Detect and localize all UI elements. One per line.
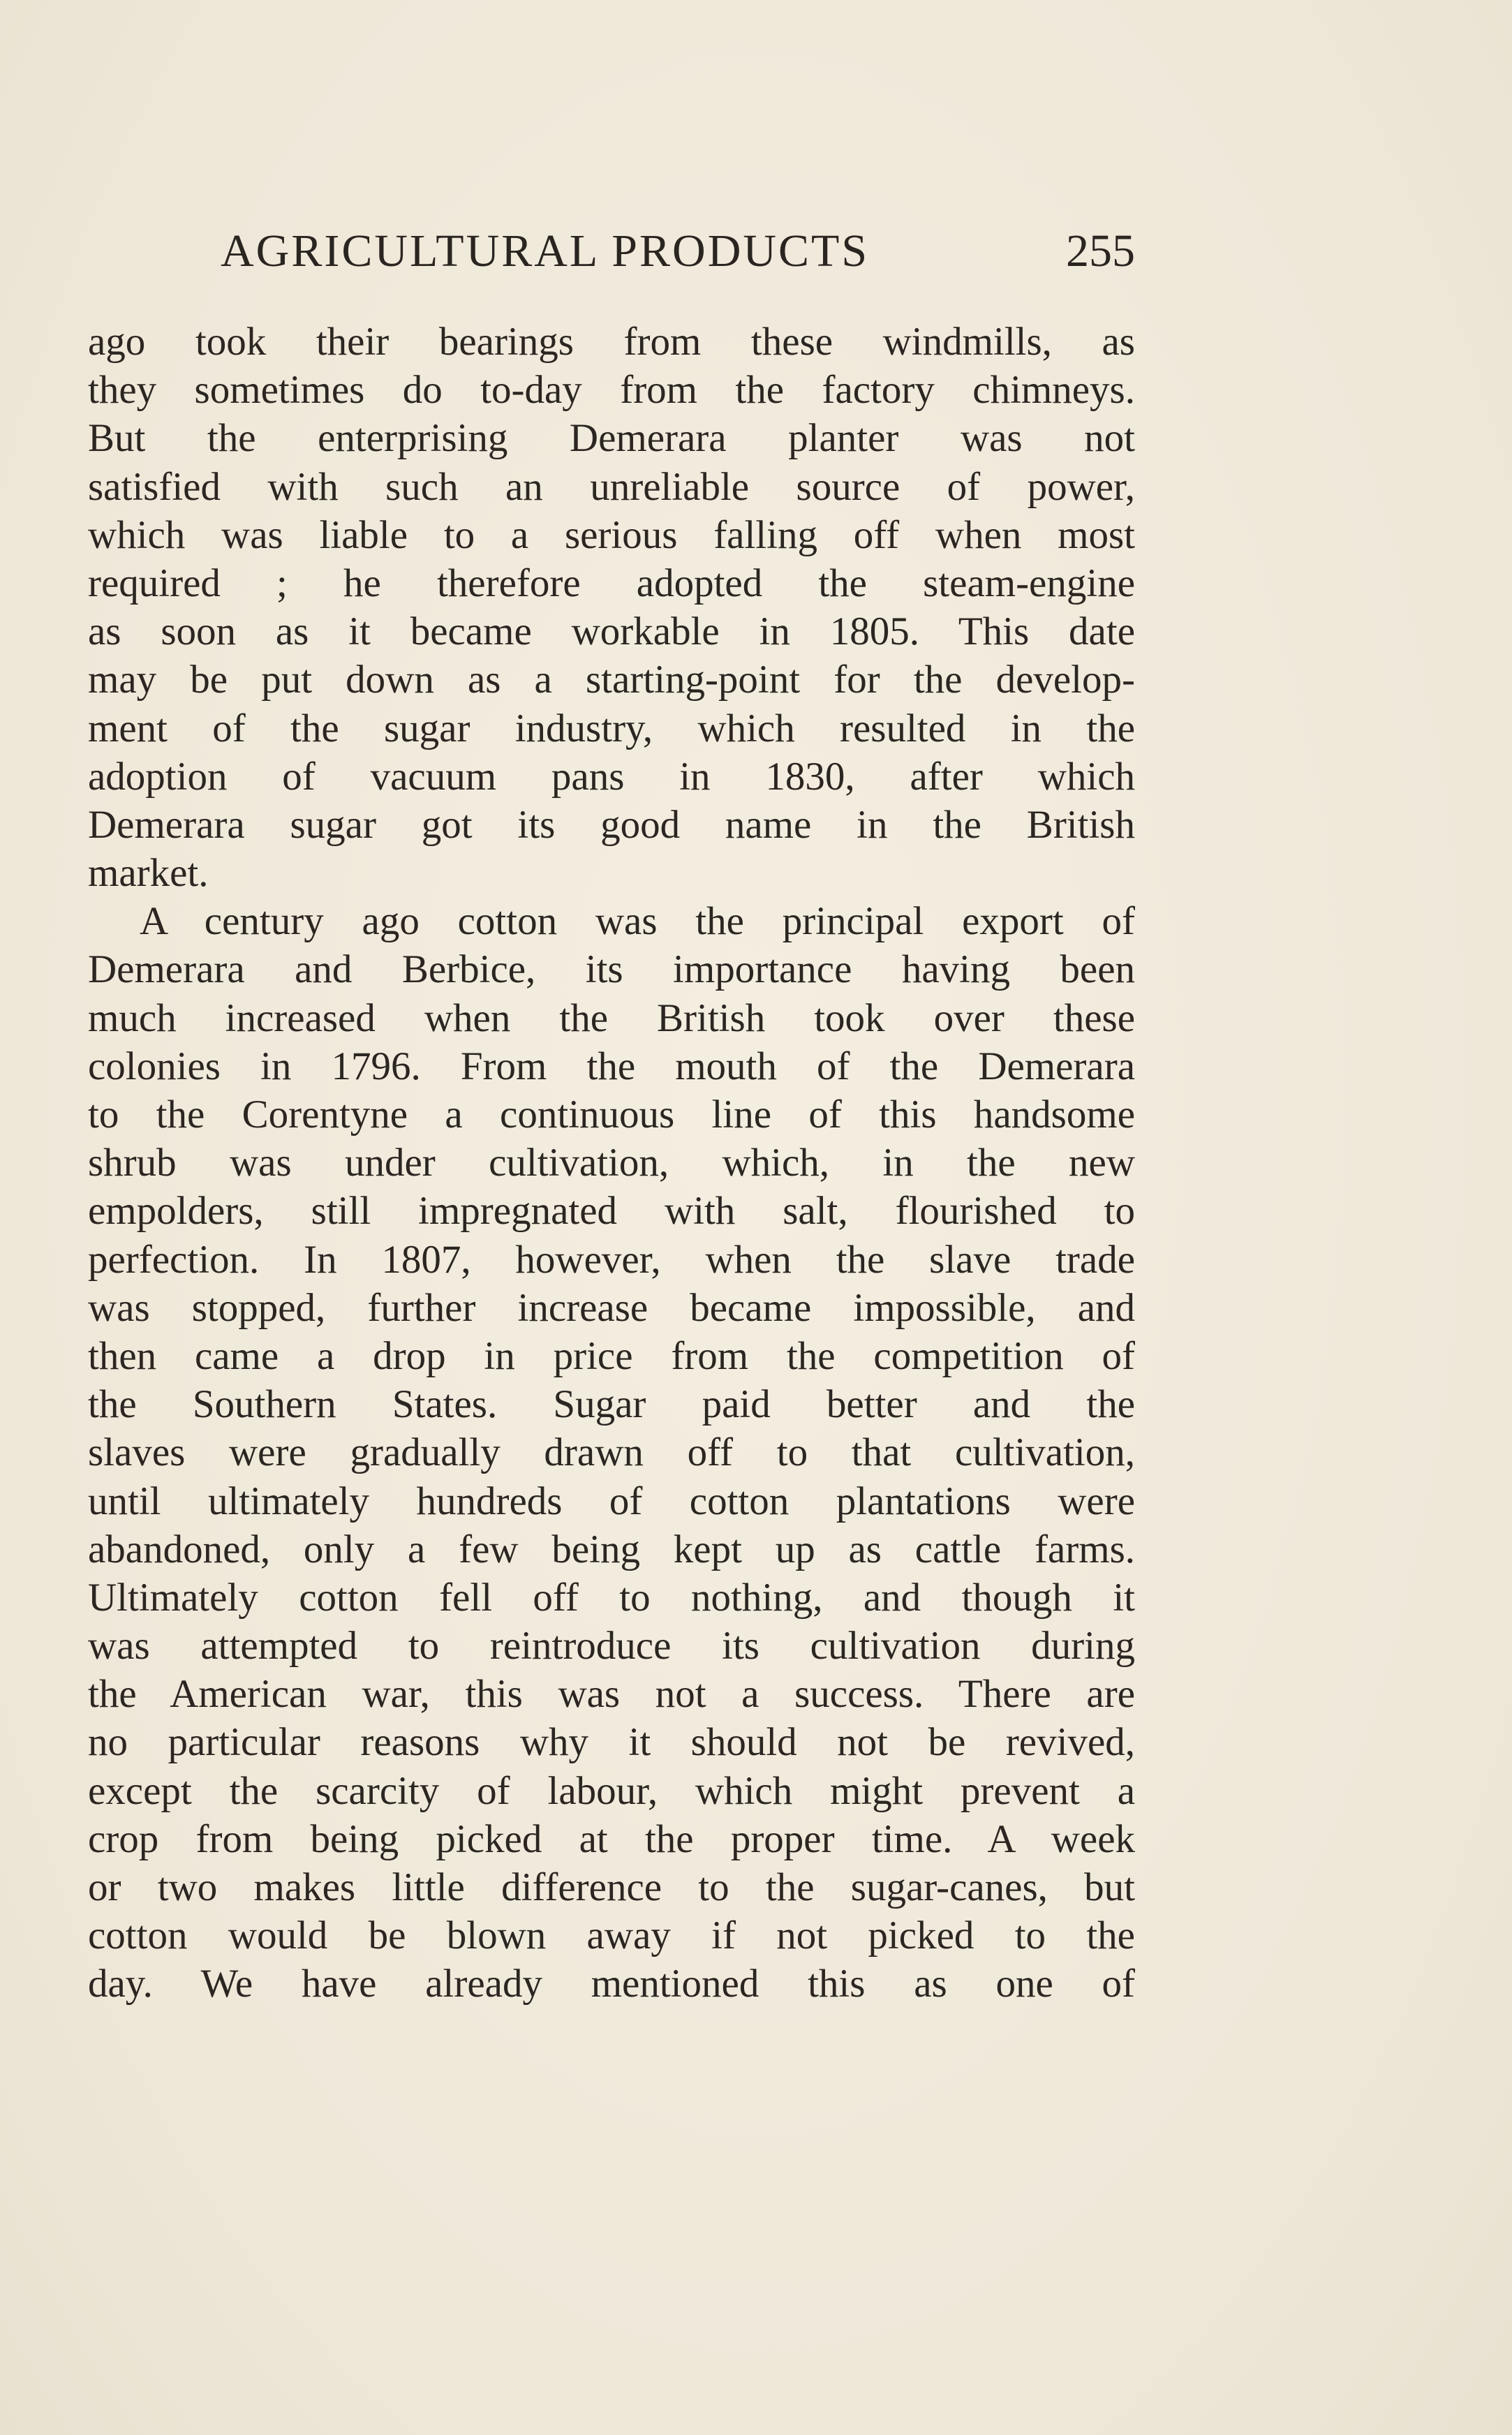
text-line: perfection. In 1807, however, when the slave trade [88,1237,1135,1282]
text-line: ment of the sugar industry, which resulted in the [88,706,1135,750]
text-line: adoption of vacuum pans in 1830, after which [88,754,1135,799]
text-line: crop from being picked at the proper time. A week [88,1816,1135,1861]
text-line: was stopped, further increase became impossible, and [88,1285,1135,1330]
page-number: 255 [1066,225,1135,276]
text-line: to the Corentyne a continuous line of this handsome [88,1093,1135,1137]
text-line: the American war, this was not a success. There are [88,1672,1135,1717]
text-line: no particular reasons why it should not be revived, [88,1720,1135,1765]
text-line: cotton would be blown away if not picked to the [88,1914,1135,1958]
text-line: which was liable to a serious falling off when most [88,512,1135,557]
text-line: much increased when the British took over these [88,996,1135,1040]
paragraph-end-line: market. [88,851,209,896]
text-line: required ; he therefore adopted the steam-engine [88,561,1135,605]
text-line: ago took their bearings from these windmills, as [88,320,1135,364]
text-line: abandoned, only a few being kept up as cattle farms. [88,1527,1135,1571]
text-line: may be put down as a starting-point for the develop- [88,658,1135,702]
text-line: the Southern States. Sugar paid better and the [88,1382,1135,1427]
text-line: empolders, still impregnated with salt, flourished to [88,1189,1135,1234]
text-line: Demerara and Berbice, its importance having been [88,947,1135,992]
text-line: slaves were gradually drawn off to that cultivation, [88,1430,1135,1475]
text-line: Ultimately cotton fell off to nothing, and though it [88,1575,1135,1620]
text-line: they sometimes do to-day from the factory chimneys. [88,368,1135,413]
text-line: satisfied with such an unreliable source of power, [88,464,1135,509]
body-text [88,318,1135,2008]
text-line: shrub was under cultivation, which, in the new [88,1141,1135,1185]
text-line: then came a drop in price from the competition of [88,1333,1135,1378]
chapter-title: AGRICULTURAL PRODUCTS [221,225,870,276]
text-line: was attempted to reintroduce its cultivation during [88,1624,1135,1668]
text-line: day. We have already mentioned this as one of [88,1962,1135,2006]
text-line: as soon as it became workable in 1805. This date [88,609,1135,654]
text-line: But the enterprising Demerara planter was not [88,416,1135,461]
text-line: except the scarcity of labour, which might prevent a [88,1768,1135,1813]
text-line: Demerara sugar got its good name in the British [88,802,1135,847]
paragraph-start-line: A century ago cotton was the principal export of [140,899,1135,944]
text-line: colonies in 1796. From the mouth of the Demerara [88,1044,1135,1088]
text-line: until ultimately hundreds of cotton plantations were [88,1479,1135,1523]
text-line: or two makes little difference to the sugar-canes, but [88,1865,1135,1909]
running-head [88,216,1135,286]
